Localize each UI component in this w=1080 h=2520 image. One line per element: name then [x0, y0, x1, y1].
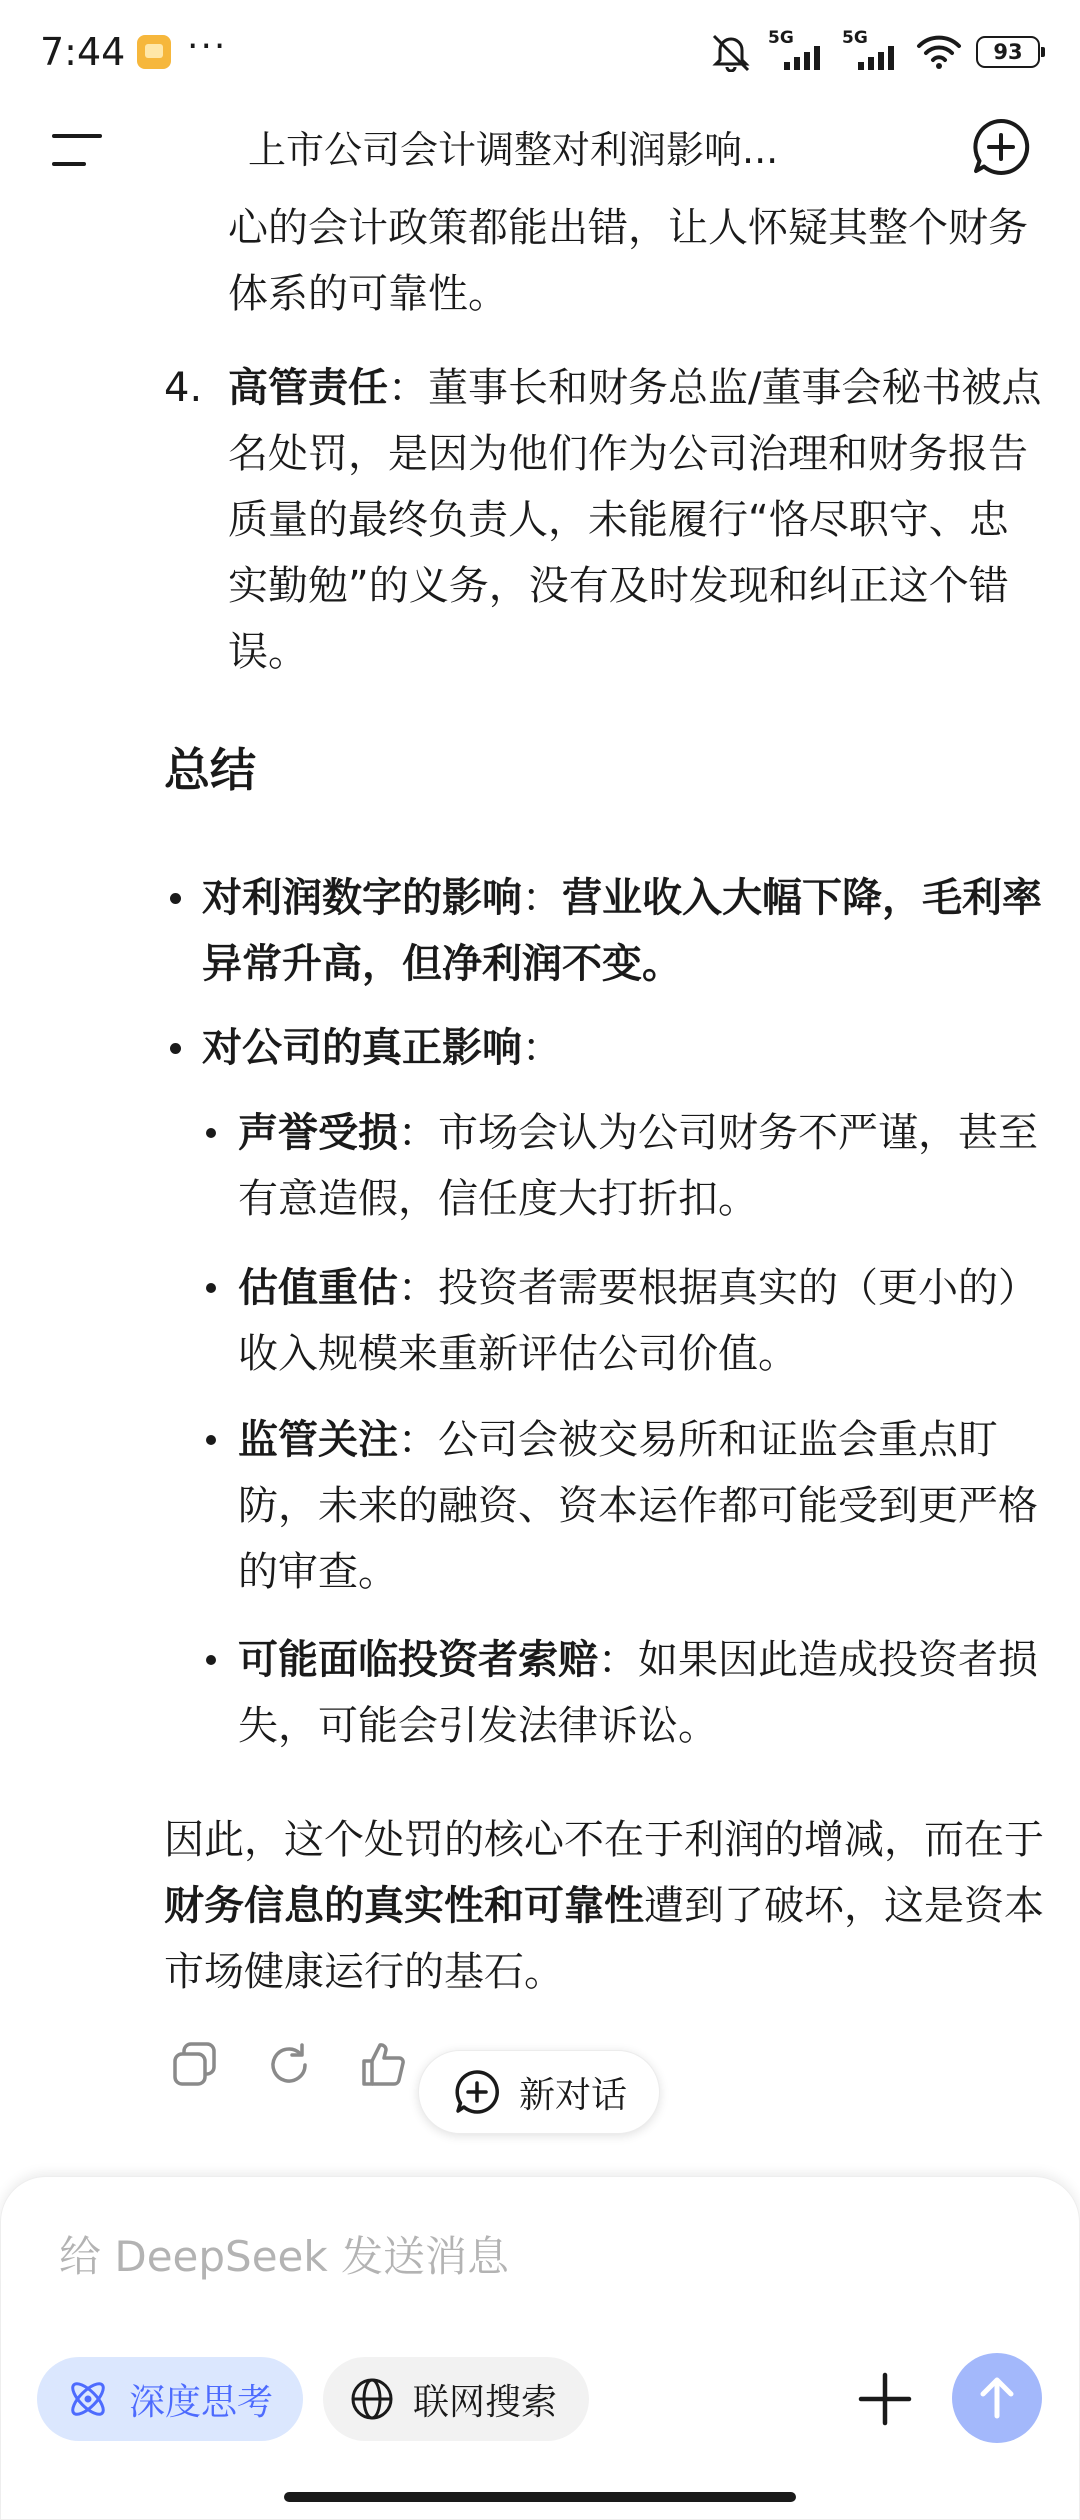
- globe-icon: [349, 2376, 395, 2422]
- sub-bullet-text: [238, 1255, 1048, 1387]
- bullet-label: 对利润数字的影响: [202, 875, 522, 921]
- signal-bars-icon: [858, 46, 894, 70]
- sub-bullet-label: 声誉受损: [238, 1110, 398, 1156]
- regenerate-icon[interactable]: [264, 2040, 314, 2090]
- bullet-dot: [206, 1435, 216, 1445]
- item-body: 董事长和财务总监/董事会秘书被点名处罚，是因为他们作为公司治理和财务报告质量的最终负责人，未能履行“恪尽职守、忠实勤勉”的义务，没有及时发现和纠正这个错误。: [228, 365, 1042, 675]
- sub-bullet-sep: ：: [398, 1417, 438, 1463]
- conclusion-after: 遭到了破坏，这是资本市场健康运行的基石。: [164, 1883, 1044, 1995]
- sub-bullet-body: 公司会被交易所和证监会重点盯防，未来的融资、资本运作都可能受到更严格的审查。: [238, 1417, 1038, 1595]
- bullet-text: [202, 1015, 1048, 1081]
- sub-bullet-sep: ：: [598, 1637, 638, 1683]
- status-indicators: [708, 30, 1040, 74]
- bullet-bold-text: 营业收入大幅下降，毛利率异常升高，但净利润不变。: [202, 875, 1042, 987]
- bullet-text: [202, 865, 1048, 997]
- wifi-icon: [916, 34, 962, 70]
- chat-title[interactable]: 上市公司会计调整对利润影响...: [248, 128, 779, 172]
- sub-bullet-sep: ：: [398, 1265, 438, 1311]
- conclusion-before: 因此，这个处罚的核心不在于利润的增减，而在于: [164, 1817, 1044, 1863]
- sub-bullet-label: 可能面临投资者索赔: [238, 1637, 598, 1683]
- web-search-label: 联网搜索: [413, 2381, 558, 2423]
- status-time: 7:44: [40, 30, 126, 74]
- item-number: 4.: [164, 365, 203, 411]
- conclusion-bold: 财务信息的真实性和可靠性: [164, 1883, 644, 1929]
- battery-indicator: 93: [976, 36, 1040, 68]
- status-bar: [0, 0, 1080, 100]
- sub-bullet-body: 投资者需要根据真实的（更小的）收入规模来重新评估公司价值。: [238, 1265, 1038, 1377]
- web-search-toggle[interactable]: [323, 2357, 589, 2441]
- new-chat-label: 新对话: [519, 2074, 628, 2116]
- sub-bullet-body: 市场会认为公司财务不严谨，甚至有意造假，信任度大打折扣。: [238, 1110, 1038, 1222]
- item-sep: ：: [388, 365, 428, 411]
- new-chat-icon: [453, 2068, 501, 2116]
- sub-bullet-text: [238, 1100, 1048, 1232]
- bullet-sep: ：: [522, 1025, 562, 1071]
- chat-header: [0, 100, 1080, 200]
- atom-icon: [65, 2376, 111, 2422]
- notification-app-icon: [137, 35, 171, 69]
- sub-bullet-label: 估值重估: [238, 1265, 398, 1311]
- copy-icon[interactable]: [170, 2040, 220, 2090]
- send-button[interactable]: [952, 2353, 1042, 2443]
- bullet-dot: [170, 1043, 181, 1054]
- new-chat-button[interactable]: [418, 2050, 660, 2134]
- sub-bullet-text: [238, 1627, 1048, 1759]
- sub-bullet-sep: ：: [398, 1110, 438, 1156]
- deep-think-label: 深度思考: [129, 2381, 274, 2423]
- bullet-dot: [206, 1128, 216, 1138]
- sub-bullet-body: 如果因此造成投资者损失，可能会引发法律诉讼。: [238, 1637, 1038, 1749]
- item-label: 高管责任: [228, 365, 388, 411]
- signal-5g-label: 5G: [768, 28, 794, 48]
- attach-plus-icon[interactable]: [857, 2371, 913, 2427]
- signal-bars-icon: [784, 46, 820, 70]
- menu-icon[interactable]: [52, 126, 104, 174]
- arrow-up-icon: [973, 2374, 1021, 2422]
- mute-icon: [708, 32, 754, 72]
- signal-5g-2: [842, 28, 902, 72]
- item-text: [228, 355, 1048, 685]
- home-indicator[interactable]: [284, 2492, 796, 2502]
- bullet-dot: [170, 893, 181, 904]
- thumbs-up-icon[interactable]: [358, 2040, 408, 2090]
- continuation-text: 心的会计政策都能出错，让人怀疑其整个财务体系的可靠性。: [228, 205, 1028, 317]
- message-composer: [0, 2176, 1080, 2520]
- sub-bullet-label: 监管关注: [238, 1417, 398, 1463]
- conclusion-paragraph: [164, 1807, 1048, 2005]
- bullet-label: 对公司的真正影响: [202, 1025, 522, 1071]
- bullet-dot: [206, 1655, 216, 1665]
- bullet-dot: [206, 1283, 216, 1293]
- message-input[interactable]: [57, 2225, 961, 2287]
- signal-5g-label: 5G: [842, 28, 868, 48]
- more-notifications-icon: ···: [187, 26, 228, 67]
- bullet-sep: ：: [522, 875, 562, 921]
- sub-bullet-text: [238, 1407, 1048, 1605]
- signal-5g-1: [768, 28, 828, 72]
- deep-think-toggle[interactable]: [37, 2357, 303, 2441]
- new-chat-icon[interactable]: [970, 116, 1032, 178]
- summary-heading: 总结: [164, 743, 256, 797]
